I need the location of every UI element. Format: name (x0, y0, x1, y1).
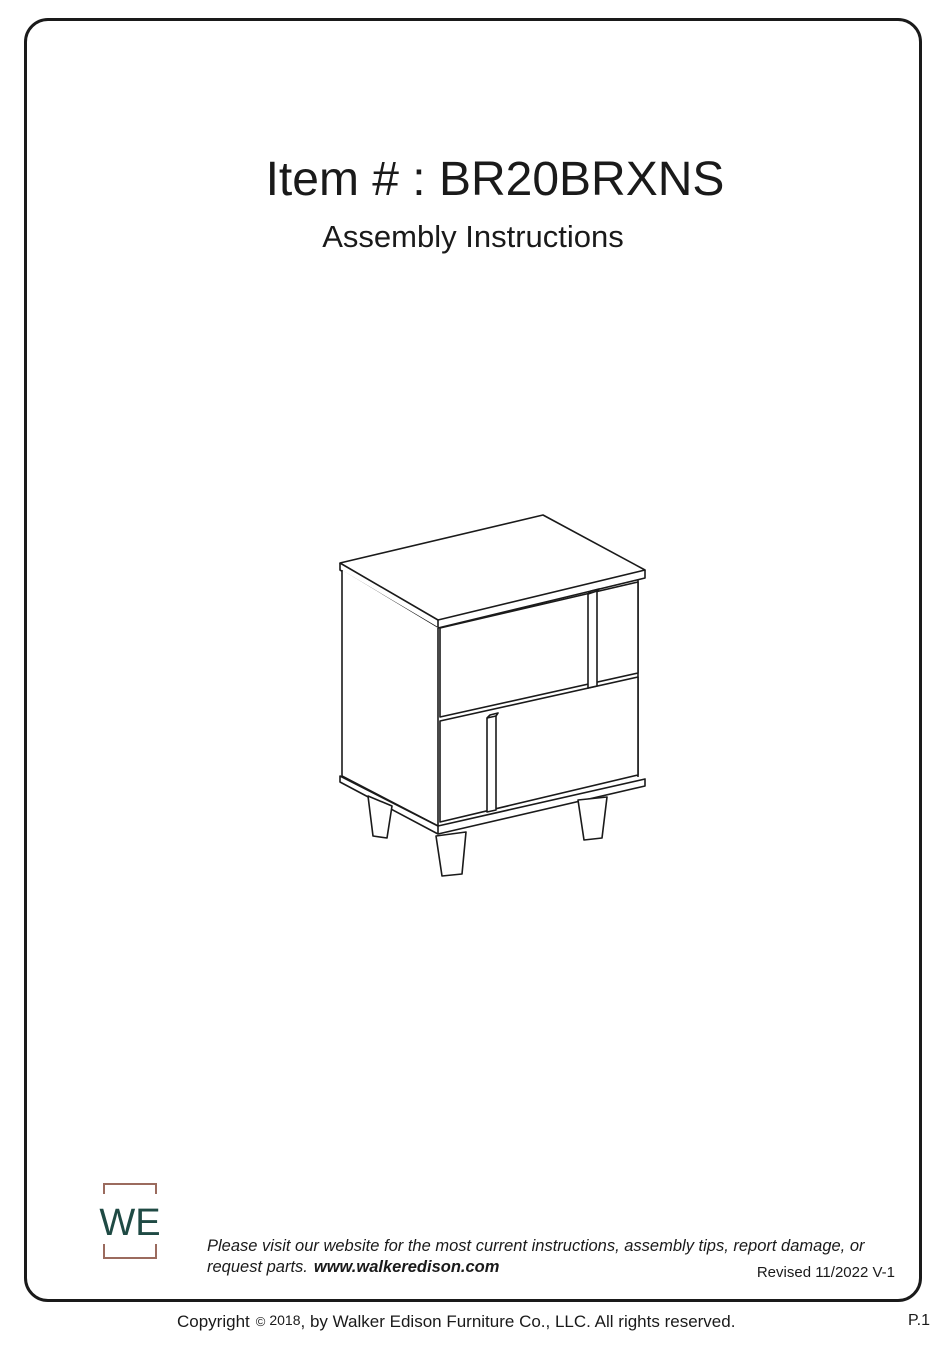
item-number-title: Item # : BR20BRXNS (265, 153, 725, 206)
copyright-symbol: © (255, 1314, 266, 1329)
page-number: P.1 (908, 1312, 930, 1329)
copyright-prefix: Copyright (177, 1312, 250, 1331)
assembly-instructions-subtitle: Assembly Instructions (322, 219, 624, 254)
website-link[interactable]: www.walkeredison.com (313, 1258, 500, 1276)
walker-edison-logo (88, 1180, 168, 1264)
copyright-suffix: , by Walker Edison Furniture Co., LLC. All rights reserved. (300, 1312, 736, 1331)
copyright-year: 2018 (269, 1312, 301, 1328)
notice-text: Please visit our website for the most current instructions, assembly tips, report damage, or request parts. (207, 1237, 865, 1276)
logo-text: WE (99, 1202, 161, 1244)
copyright-line (177, 1309, 735, 1333)
nightstand-illustration (330, 505, 660, 885)
revision-label: Revised 11/2022 V-1 (756, 1264, 895, 1281)
